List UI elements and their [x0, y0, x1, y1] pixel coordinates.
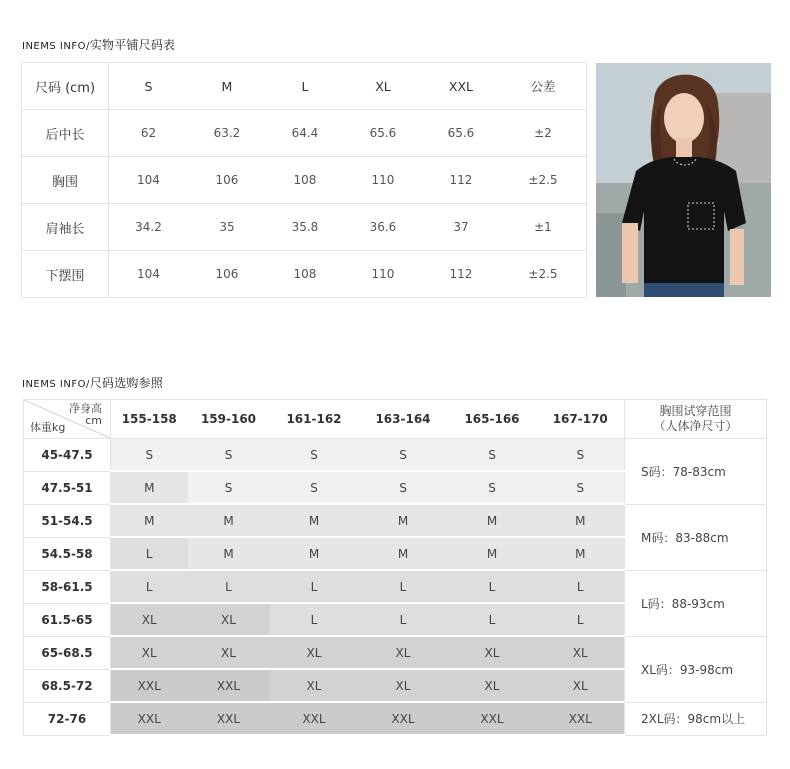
size-cell: L [359, 570, 448, 603]
size-cell: XXL [359, 702, 448, 735]
table-cell: 106 [188, 251, 266, 298]
weight-label: 65-68.5 [24, 636, 111, 669]
size-cell: XL [537, 636, 625, 669]
table-cell: 110 [344, 251, 422, 298]
size-cell: M [448, 504, 537, 537]
header-cell: XXL [422, 63, 500, 110]
table-cell: 36.6 [344, 204, 422, 251]
table-cell: 62 [109, 110, 188, 157]
table-cell: ±1 [500, 204, 587, 251]
table-cell: 104 [109, 157, 188, 204]
height-unit: cm [85, 414, 102, 427]
row-label: 下摆围 [22, 251, 109, 298]
table-row [24, 702, 767, 735]
size-cell: M [448, 537, 537, 570]
height-column-header: 159-160 [188, 400, 270, 439]
size-cell: S [270, 471, 359, 504]
size-cell: XL [448, 669, 537, 702]
model-photo [596, 63, 771, 297]
title-cn: 尺码选购参照 [89, 376, 164, 390]
size-cell: XXL [448, 702, 537, 735]
height-column-header: 161-162 [270, 400, 359, 439]
chest-range: 2XL码：98cm以上 [625, 702, 767, 735]
size-cell: S [111, 439, 188, 472]
title-en: INEMS INFO/ [22, 379, 90, 390]
size-cell: XL [111, 636, 188, 669]
size-cell: XL [188, 636, 270, 669]
size-cell: S [188, 439, 270, 472]
corner-weight-label: 体重kg [30, 421, 66, 434]
size-cell: XL [537, 669, 625, 702]
size-cell: M [111, 504, 188, 537]
weight-label: 45-47.5 [24, 439, 111, 472]
size-cell: L [270, 603, 359, 636]
size-cell: M [270, 537, 359, 570]
title-cn: 实物平铺尺码表 [89, 38, 176, 52]
height-column-header: 165-166 [448, 400, 537, 439]
header-cell: S [109, 63, 188, 110]
chest-range: L码：88-93cm [625, 570, 767, 636]
select-table-header [24, 400, 767, 439]
size-cell: S [359, 471, 448, 504]
measure-table-title [22, 36, 175, 53]
size-cell: XXL [188, 702, 270, 735]
table-row [24, 636, 767, 669]
size-cell: L [111, 537, 188, 570]
weight-label: 54.5-58 [24, 537, 111, 570]
range-header-line: 胸围试穿范围 [659, 404, 732, 418]
size-cell: M [270, 504, 359, 537]
chest-range-header [625, 400, 767, 439]
range-header-line: （人体净尺寸） [653, 419, 738, 433]
size-cell: L [111, 570, 188, 603]
header-cell: 尺码 (cm) [22, 63, 109, 110]
title-en: INEMS INFO/ [22, 41, 90, 52]
size-cell: S [270, 439, 359, 472]
row-label: 后中长 [22, 110, 109, 157]
corner-cell [24, 400, 111, 439]
measure-table-header [22, 63, 587, 110]
table-cell: ±2.5 [500, 157, 587, 204]
weight-label: 61.5-65 [24, 603, 111, 636]
size-cell: S [448, 439, 537, 472]
size-cell: XXL [111, 702, 188, 735]
header-cell: L [266, 63, 344, 110]
model-photo-icon [596, 63, 771, 297]
size-cell: M [111, 471, 188, 504]
table-cell: 63.2 [188, 110, 266, 157]
table-row [22, 110, 587, 157]
table-row [22, 157, 587, 204]
corner-height-label [69, 403, 102, 427]
size-cell: XL [270, 669, 359, 702]
height-column-header: 155-158 [111, 400, 188, 439]
table-row [22, 204, 587, 251]
table-cell: 108 [266, 157, 344, 204]
size-cell: XL [188, 603, 270, 636]
table-cell: ±2.5 [500, 251, 587, 298]
table-cell: 65.6 [422, 110, 500, 157]
size-cell: L [188, 570, 270, 603]
size-cell: XXL [188, 669, 270, 702]
table-cell: 35.8 [266, 204, 344, 251]
row-label: 肩袖长 [22, 204, 109, 251]
table-cell: 37 [422, 204, 500, 251]
size-cell: L [537, 603, 625, 636]
size-cell: L [537, 570, 625, 603]
size-cell: L [448, 570, 537, 603]
size-cell: XL [359, 636, 448, 669]
size-cell: XXL [270, 702, 359, 735]
table-cell: 35 [188, 204, 266, 251]
table-cell: 64.4 [266, 110, 344, 157]
size-cell: M [537, 537, 625, 570]
size-cell: M [537, 504, 625, 537]
size-cell: XXL [537, 702, 625, 735]
size-cell: L [448, 603, 537, 636]
select-table-title [22, 374, 163, 391]
table-cell: 110 [344, 157, 422, 204]
size-cell: L [359, 603, 448, 636]
table-row [24, 570, 767, 603]
table-cell: 112 [422, 251, 500, 298]
select-table-body [24, 439, 767, 736]
size-cell: S [188, 471, 270, 504]
chest-range: M码：83-88cm [625, 504, 767, 570]
size-cell: S [448, 471, 537, 504]
table-row [24, 439, 767, 472]
size-cell: S [537, 471, 625, 504]
size-cell: M [188, 504, 270, 537]
size-cell: M [359, 504, 448, 537]
size-cell: S [537, 439, 625, 472]
table-cell: 106 [188, 157, 266, 204]
header-cell: M [188, 63, 266, 110]
size-cell: XXL [111, 669, 188, 702]
size-cell: XL [111, 603, 188, 636]
weight-label: 68.5-72 [24, 669, 111, 702]
size-cell: XL [448, 636, 537, 669]
height-column-header: 163-164 [359, 400, 448, 439]
size-cell: L [270, 570, 359, 603]
header-cell: XL [344, 63, 422, 110]
row-label: 胸围 [22, 157, 109, 204]
table-row [24, 504, 767, 537]
weight-label: 72-76 [24, 702, 111, 735]
header-cell: 公差 [500, 63, 587, 110]
size-cell: S [359, 439, 448, 472]
select-table [23, 399, 767, 736]
size-cell: M [359, 537, 448, 570]
table-cell: 112 [422, 157, 500, 204]
size-cell: M [188, 537, 270, 570]
measure-table [21, 62, 587, 298]
height-label: 净身高 [69, 402, 102, 415]
table-cell: 65.6 [344, 110, 422, 157]
chest-range: S码：78-83cm [625, 439, 767, 505]
table-cell: 104 [109, 251, 188, 298]
table-row [22, 251, 587, 298]
weight-label: 47.5-51 [24, 471, 111, 504]
size-cell: XL [270, 636, 359, 669]
table-cell: ±2 [500, 110, 587, 157]
table-cell: 108 [266, 251, 344, 298]
table-cell: 34.2 [109, 204, 188, 251]
chest-range: XL码：93-98cm [625, 636, 767, 702]
weight-label: 51-54.5 [24, 504, 111, 537]
weight-label: 58-61.5 [24, 570, 111, 603]
size-cell: XL [359, 669, 448, 702]
height-column-header: 167-170 [537, 400, 625, 439]
